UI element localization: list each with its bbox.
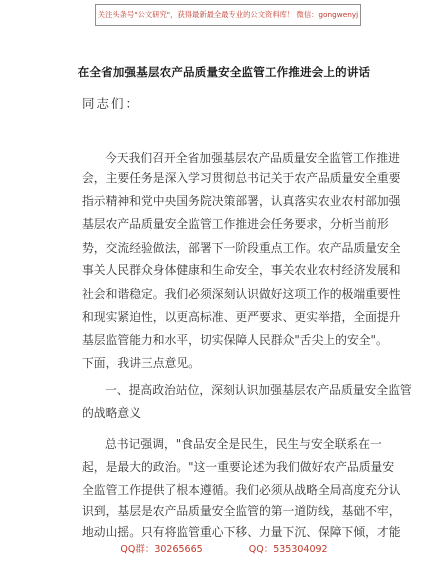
top-banner: 关注头条号"公文研究"，获得最新最全最专业的公文资料库！ 微信：gongwenyj [95,4,361,26]
body-line: 势，交流经验做法，部署下一阶段重点工作。农产品质量安全 [82,241,401,255]
body-line: 基层农产品质量安全监管工作推进会任务要求，分析当前形 [82,217,389,231]
body-line: 事关人民群众身体健康和生命安全，事关农业农村经济发展和 [82,263,401,277]
body-line: 总书记强调，"食品安全是民生，民生与安全联系在一 [105,437,382,451]
body-line: 社会和谐稳定。我们必须深刻认识做好这项工作的极端重要性 [82,287,401,301]
section-heading-line: 一、提高政治站位，深刻认识加强基层农产品质量安全监管 [105,383,412,397]
footer-qq: QQ：535304092 [248,544,328,555]
body-line: 地动山摇。只有将监管重心下移、力量下沉、保障下倾，才能 [82,525,401,539]
section-heading-line: 的战略意义 [82,406,141,420]
document-title: 在全省加强基层农产品质量安全监管工作推进会上的讲话 [77,65,371,79]
body-line: 和现实紧迫性，以更高标准、更严要求、更实举措，全面提升 [82,310,401,324]
footer-contact [0,541,448,555]
body-line: 今天我们召开全省加强基层农产品质量安全监管工作推进 [105,151,400,165]
footer-qq-group: QQ群：30265665 [120,544,203,555]
body-line: 识到，基层是农产品质量安全监管的第一道防线，基础不牢， [82,504,401,518]
body-line: 下面，我讲三点意见。 [82,356,200,370]
body-line: 基层监管能力和水平，切实保障人民群众"舌尖上的安全"。 [82,333,388,347]
body-line: 指示精神和党中央国务院决策部署，认真落实农业农村部加强 [82,194,401,208]
body-line: 全监管工作提供了根本遵循。我们必须从战略全局高度充分认 [82,483,401,497]
body-line: 会，主要任务是深入学习贯彻总书记关于农产品质量安全重要 [82,171,401,185]
greeting: 同志们： [82,96,141,111]
body-line: 起，是最大的政治。"这一重要论述为我们做好农产品质量安 [82,460,395,474]
